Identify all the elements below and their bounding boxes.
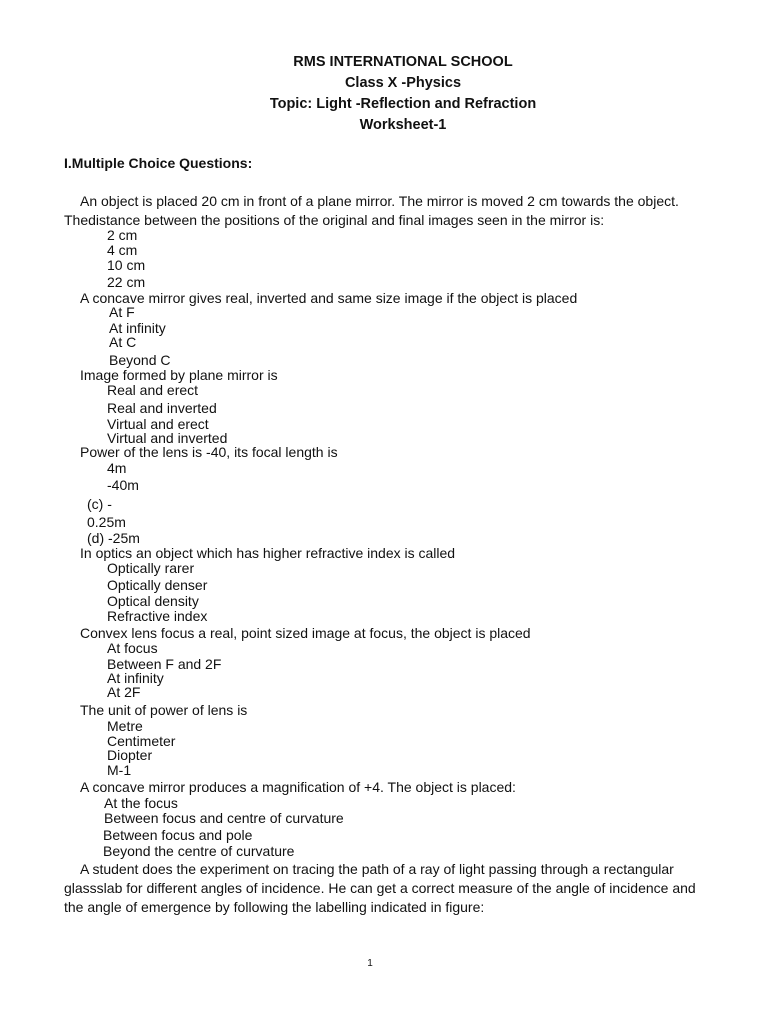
question-3-option: Real and erect [107,382,199,398]
question-6-option: At infinity [107,670,164,686]
question-3-option: Real and inverted [107,400,217,416]
question-2-option: At C [109,334,137,350]
question-1-text: An object is placed 20 cm in front of a plane mirror. The mirror is moved 2 cm towards the object. Thedistance between the positions of the original and final images seen in the mirror is: [64,193,679,228]
question-6-option: At 2F [107,684,141,700]
question-2-option: Beyond C [109,352,171,368]
worksheet-title: Worksheet-1 [359,117,447,133]
page-number: 1 [367,958,373,969]
class-line: Class X -Physics [344,75,462,91]
question-8-option: At the focus [104,795,178,811]
question-6-option: Between F and 2F [107,656,222,672]
question-4-option: (c) - [87,496,112,512]
document-header [0,52,768,136]
question-6-text: Convex lens focus a real, point sized image at focus, the object is placed [80,625,531,641]
question-7-option: M-1 [107,762,132,778]
question-7-option: Centimeter [107,733,176,749]
question-8-option: Between focus and centre of curvature [104,810,344,826]
question-2-option: At F [109,304,135,320]
question-8-text: A concave mirror produces a magnification of +4. The object is placed: [80,779,516,795]
question-4-option: -40m [107,477,139,493]
question-9-text: A student does the experiment on tracing the path of a ray of light passing through a rectangular glassslab for different angles of incidence. He can get a correct measure of the angle of incidence and the angle of emergence by following the labelling indicated in figure: [64,861,696,915]
topic-line: Topic: Light -Reflection and Refraction [269,96,537,112]
question-7-option: Diopter [107,747,153,763]
question-1-option: 4 cm [107,242,138,258]
question-8-option: Between focus and pole [103,827,253,843]
question-1-option: 2 cm [107,227,138,243]
question-1-option: 22 cm [107,274,146,290]
question-6-option: At focus [107,640,158,656]
question-4-option: (d) -25m [87,530,140,546]
question-7-option: Metre [107,718,143,734]
question-2-option: At infinity [109,320,166,336]
question-4-option: 4m [107,460,127,476]
question-7-text: The unit of power of lens is [80,702,248,718]
question-5-option: Optical density [107,593,199,609]
section-title: I.Multiple Choice Questions: [64,155,253,171]
question-4-option: 0.25m [87,514,126,530]
question-3-text: Image formed by plane mirror is [80,367,278,383]
school-name: RMS INTERNATIONAL SCHOOL [293,54,513,70]
question-5-option: Refractive index [107,608,208,624]
question-3-option: Virtual and inverted [107,430,228,446]
question-5-option: Optically rarer [107,560,195,576]
question-1-option: 10 cm [107,257,146,273]
question-2-text: A concave mirror gives real, inverted and same size image if the object is placed [80,290,578,306]
question-3-option: Virtual and erect [107,416,209,432]
question-8-option: Beyond the centre of curvature [103,843,295,859]
question-5-text: In optics an object which has higher refractive index is called [80,545,456,561]
question-5-option: Optically denser [107,577,208,593]
question-4-text: Power of the lens is -40, its focal length is [80,444,338,460]
